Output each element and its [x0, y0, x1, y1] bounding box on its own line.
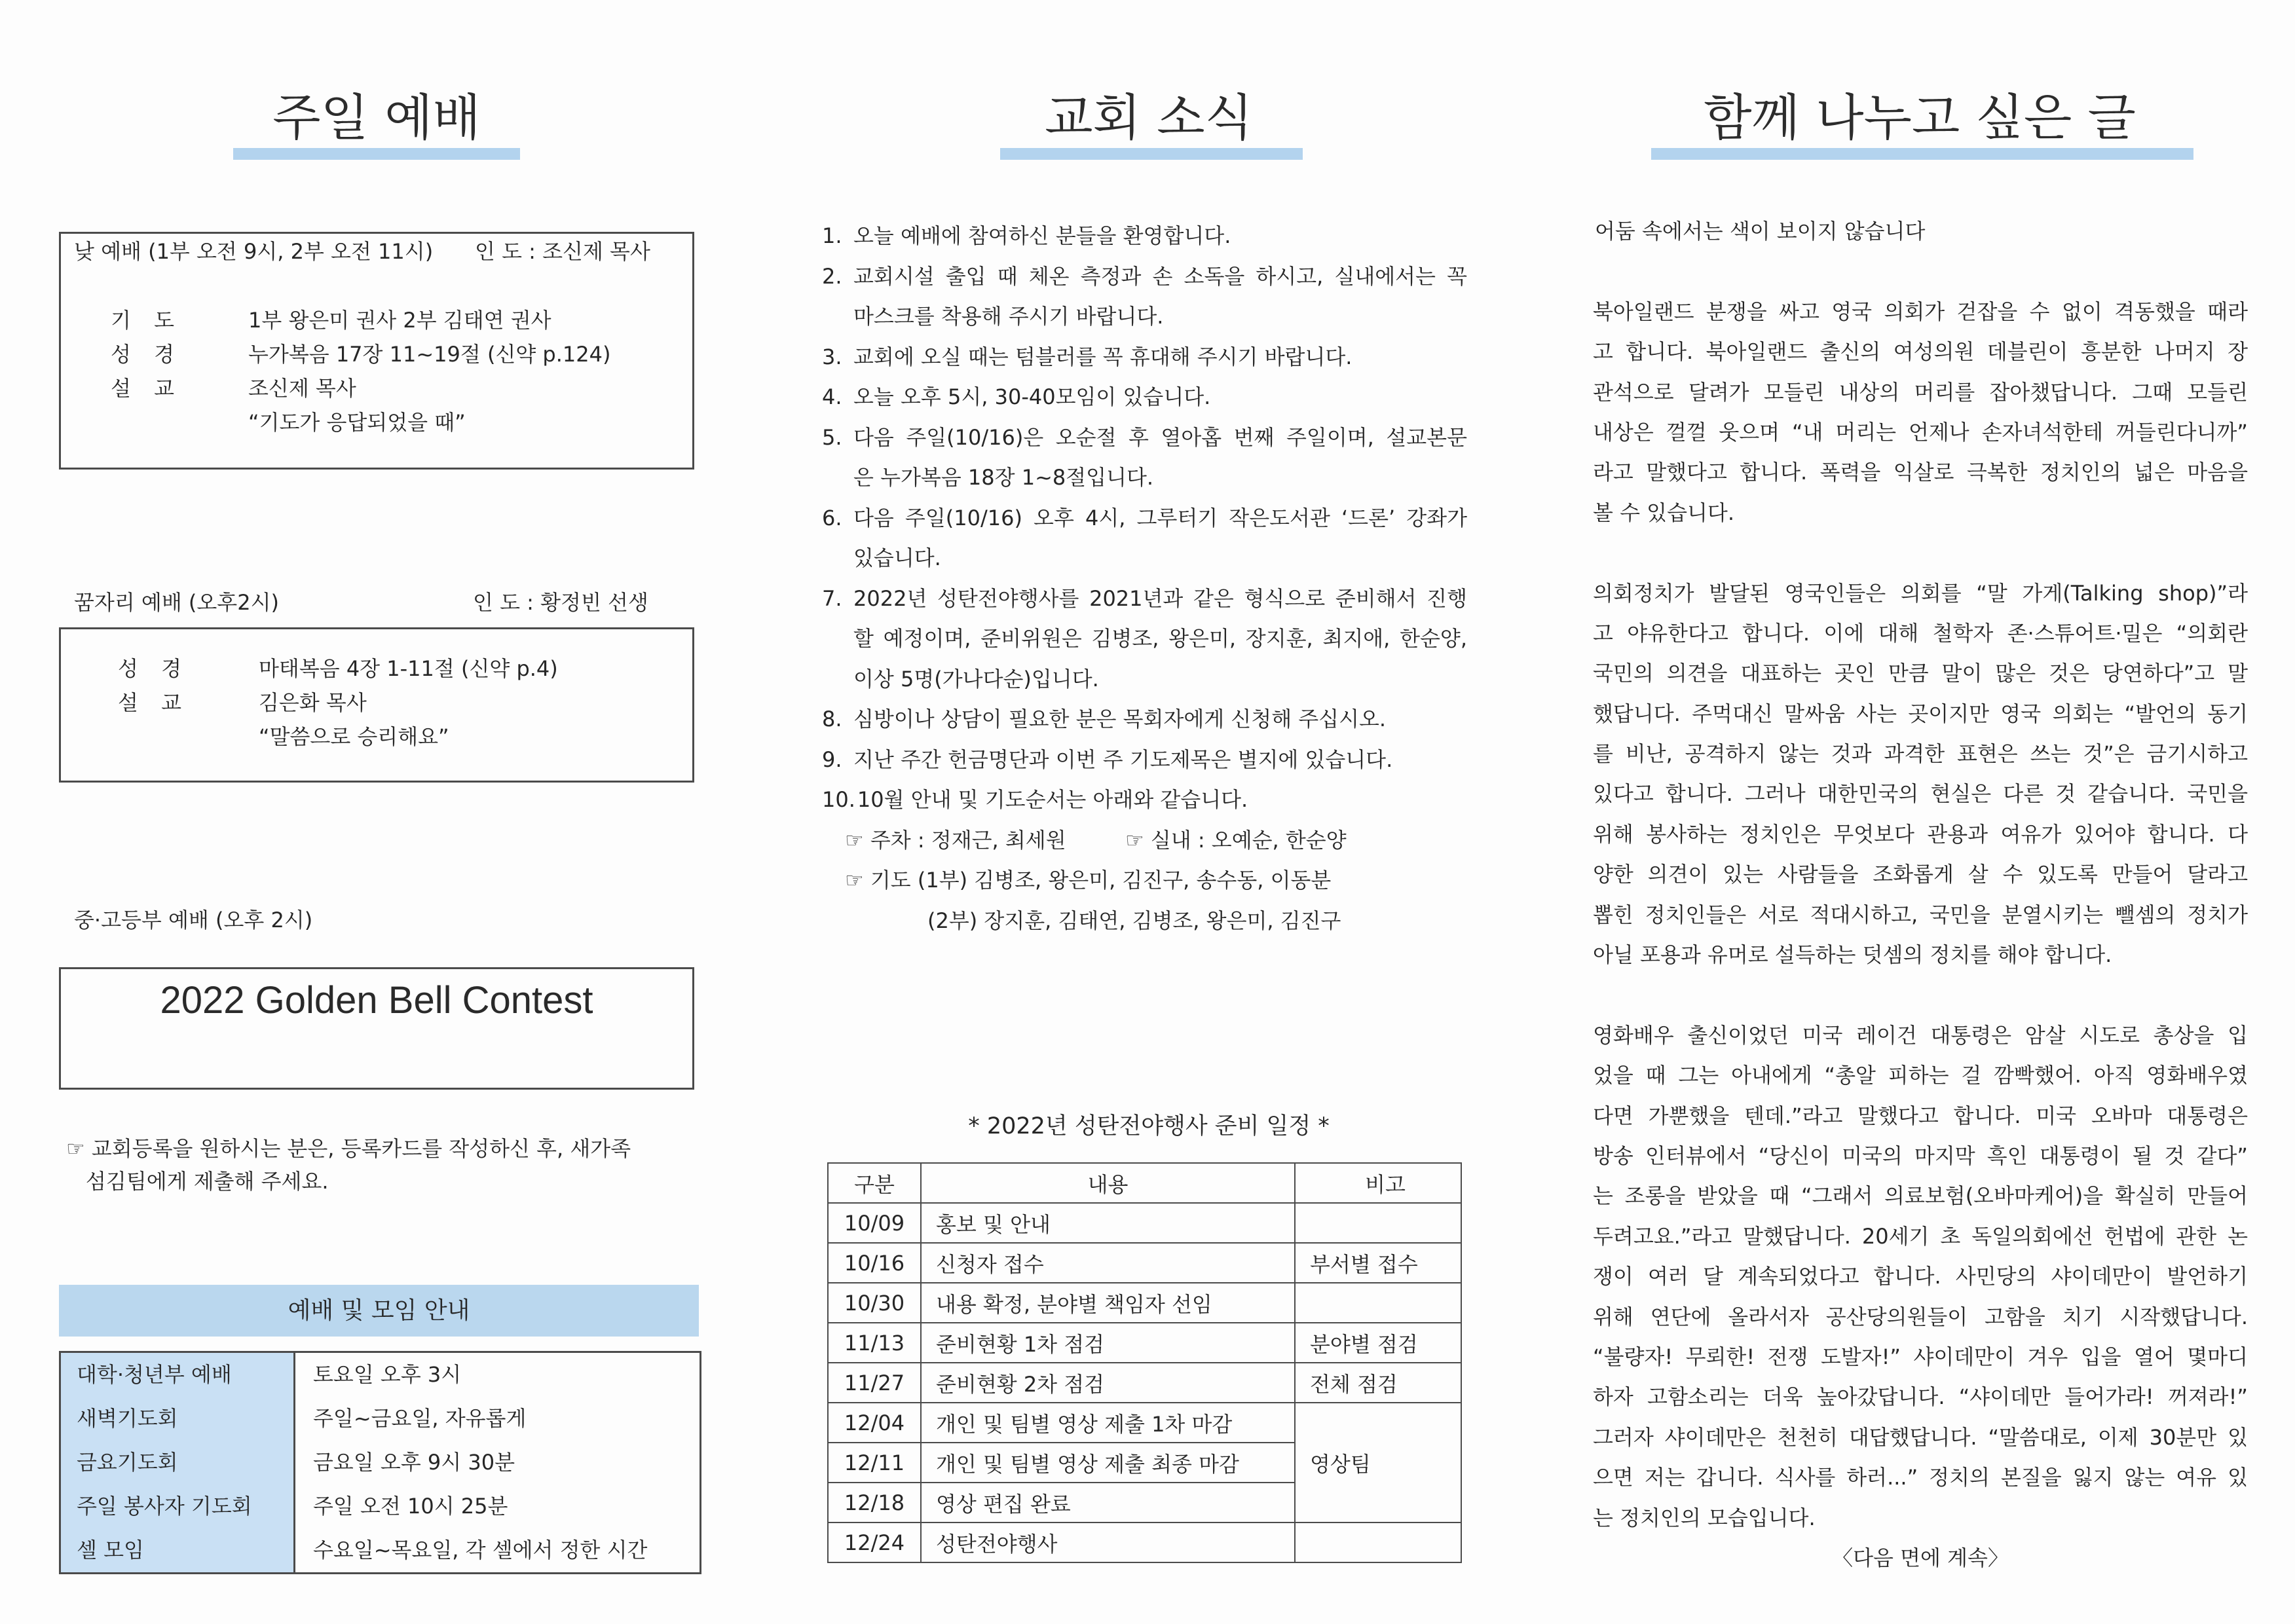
- service-row: [61, 337, 692, 371]
- youth-service-box: [59, 967, 694, 1090]
- news-item-number: 10.: [822, 787, 855, 812]
- service-row-value: 조신제 목사: [248, 376, 356, 401]
- news-item-line: 이상 5명(가나다순)입니다.: [853, 666, 1099, 692]
- service-row: [61, 720, 692, 754]
- news-item-number: 4.: [822, 384, 842, 409]
- sharing-paragraph-line: 있다고 합니다. 그러나 대한민국의 현실은 다른 것 같습니다. 국민을: [1593, 781, 2248, 807]
- sharing-paragraph-line: 고 합니다. 북아일랜드 출신의 여성의원 데블린이 흥분한 나머지 장: [1593, 339, 2248, 365]
- service-row-label: 기 도: [111, 308, 174, 333]
- service-row: [61, 405, 692, 439]
- schedule-note: [1295, 1522, 1461, 1562]
- schedule-date: 10/16: [828, 1243, 921, 1283]
- event-schedule-table: [827, 1162, 1462, 1563]
- sharing-paragraph: [1593, 1016, 2248, 1538]
- dream-service-details: [61, 652, 692, 754]
- news-item-line: 교회시설 출입 때 체온 측정과 손 소독을 하시고, 실내에서는 꼭: [853, 263, 1467, 289]
- sharing-paragraph-line: “불량자! 무뢰한! 전쟁 도발자!” 샤이데만이 겨우 입을 열어 몇마디: [1593, 1344, 2248, 1369]
- sharing-subtitle: 어둠 속에서는 색이 보이지 않습니다: [1595, 219, 1926, 244]
- news-item-text: [853, 377, 1467, 418]
- sharing-paragraph-line: 의회정치가 발달된 영국인들은 의회를 “말 가게(Talking shop)”라: [1593, 580, 2248, 606]
- schedule-note: 전체 점검: [1295, 1363, 1461, 1403]
- news-item-number: 2.: [822, 263, 842, 289]
- schedule-row: [828, 1403, 1461, 1443]
- service-row-label: 성 경: [118, 656, 181, 681]
- sharing-paragraph-line: 볼 수 있습니다.: [1593, 500, 1734, 525]
- schedule-content: 홍보 및 안내: [921, 1203, 1295, 1243]
- meeting-name: 새벽기도회: [61, 1397, 295, 1441]
- sharing-paragraph-line: 는 정치인의 모습입니다.: [1593, 1505, 1816, 1530]
- news-item-line: 다음 주일(10/16) 오후 4시, 그루터기 작은도서관 ‘드론’ 강좌가: [853, 505, 1467, 530]
- news-item-number: 8.: [822, 707, 842, 731]
- news-list: [822, 216, 1467, 821]
- service-row: [61, 371, 692, 405]
- meeting-time: 토요일 오후 3시: [313, 1362, 462, 1387]
- news-item-line: 교회에 오실 때는 텀블러를 꼭 휴대해 주시기 바랍니다.: [853, 344, 1353, 369]
- sharing-paragraph-line: 영화배우 출신이었던 미국 레이건 대통령은 암살 시도로 총상을 입: [1593, 1022, 2248, 1048]
- news-item: [822, 337, 1467, 378]
- news-item-text: [853, 498, 1467, 579]
- news-item-line: 할 예정이며, 준비위원은 김병조, 왕은미, 장지훈, 최지애, 한순양,: [853, 626, 1467, 651]
- news-item-number: 7.: [822, 585, 842, 611]
- schedule-content: 영상 편집 완료: [921, 1483, 1295, 1522]
- schedule-content: 내용 확정, 분야별 책임자 선임: [921, 1283, 1295, 1323]
- schedule-note: 분야별 점검: [1295, 1323, 1461, 1363]
- sharing-paragraph: [1593, 292, 2248, 533]
- meeting-time: 주일 오전 10시 25분: [313, 1494, 508, 1519]
- news-item-line: 마스크를 착용해 주시기 바랍니다.: [853, 304, 1164, 329]
- news-item-line: 오늘 오후 5시, 30-40모임이 있습니다.: [853, 384, 1211, 409]
- dream-service-header: 꿈자리 예배 (오후2시): [74, 590, 279, 615]
- service-row: [61, 652, 692, 686]
- meeting-row: [61, 1528, 700, 1572]
- sharing-paragraph: [1593, 574, 2248, 976]
- service-row-value: 1부 왕은미 권사 2부 김태연 권사: [248, 308, 551, 333]
- dream-service-leader: 인 도 : 황정빈 선생: [473, 590, 648, 615]
- news-item-text: [853, 257, 1467, 337]
- indoor-assignment: ☞ 실내 : 오예순, 한순양: [1125, 827, 1347, 853]
- meetings-title-bar: 예배 및 모임 안내: [59, 1285, 699, 1337]
- news-item-number: 6.: [822, 505, 842, 530]
- news-item: [822, 498, 1467, 579]
- meeting-name: 대학·청년부 예배: [61, 1353, 295, 1397]
- sharing-paragraph-line: 뽑힌 정치인들은 서로 적대시하고, 국민을 분열시키는 뺄셈의 정치가: [1593, 902, 2248, 927]
- schedule-content: 개인 및 팀별 영상 제출 최종 마감: [921, 1443, 1295, 1483]
- schedule-note: 영상팀: [1295, 1403, 1461, 1522]
- news-item: [822, 418, 1467, 498]
- event-schedule-body: [828, 1203, 1461, 1562]
- worship-title: 주일 예배: [272, 88, 481, 147]
- sharing-paragraph-line: 양한 의견이 있는 사람들을 조화롭게 살 수 있도록 만들어 달라고: [1593, 862, 2248, 887]
- sharing-paragraph-line: 방송 인터뷰에서 “당신이 미국의 마지막 흑인 대통령이 될 것 같다”: [1593, 1143, 2248, 1168]
- prayer-assignment-first: ☞ 기도 (1부) 김병조, 왕은미, 김진구, 송수동, 이동분: [845, 868, 1332, 893]
- sharing-paragraph-line: 하자 고함소리는 더욱 높아갔답니다. “샤이데만 들어가라! 꺼져라!”: [1593, 1384, 2248, 1410]
- service-row: [61, 686, 692, 720]
- schedule-date: 10/09: [828, 1203, 921, 1243]
- service-row-value: 마태복음 4장 1-11절 (신약 p.4): [259, 656, 558, 681]
- news-item-text: [853, 418, 1467, 498]
- service-row-label: 성 경: [111, 342, 174, 367]
- meetings-table: [59, 1351, 701, 1574]
- sharing-paragraph-line: 위해 연단에 올라서자 공산당의원들이 고함을 치기 시작했답니다.: [1593, 1304, 2248, 1329]
- news-item-number: 5.: [822, 424, 842, 450]
- meeting-name: 주일 봉사자 기도회: [61, 1485, 295, 1528]
- schedule-note: [1295, 1283, 1461, 1323]
- schedule-date: 10/30: [828, 1283, 921, 1323]
- schedule-date: 12/18: [828, 1483, 921, 1522]
- october-assignments: [822, 821, 1467, 942]
- news-item-line: 심방이나 상담이 필요한 분은 목회자에게 신청해 주십시오.: [853, 707, 1387, 731]
- schedule-content: 성탄전야행사: [921, 1522, 1295, 1562]
- main-service-details: [61, 303, 692, 439]
- schedule-note: 부서별 접수: [1295, 1243, 1461, 1283]
- news-item-line: 은 누가복음 18장 1~8절입니다.: [853, 465, 1154, 490]
- meeting-row: [61, 1441, 700, 1485]
- service-row-value: “기도가 응답되었을 때”: [248, 410, 466, 435]
- schedule-date: 11/13: [828, 1323, 921, 1363]
- service-row-value: “말씀으로 승리해요”: [259, 724, 449, 749]
- sharing-paragraph-line: 했답니다. 주먹대신 말싸움 사는 곳이지만 영국 의회는 “발언의 동기: [1593, 701, 2248, 726]
- sharing-paragraph-line: 위해 봉사하는 정치인은 무엇보다 관용과 여유가 있어야 합니다. 다: [1593, 821, 2248, 847]
- sharing-paragraphs: [1593, 292, 2248, 1538]
- schedule-date: 12/24: [828, 1522, 921, 1562]
- meeting-row: [61, 1485, 700, 1528]
- sharing-paragraph-line: 아닐 포용과 유머로 설득하는 덧셈의 정치를 해야 합니다.: [1593, 942, 2112, 968]
- schedule-date: 12/11: [828, 1443, 921, 1483]
- sharing-paragraph-line: 다면 가뿐했을 텐데.”라고 말했다고 합니다. 미국 오바마 대통령은: [1593, 1103, 2248, 1128]
- schedule-row: [828, 1283, 1461, 1323]
- service-row-label: 설 교: [111, 376, 174, 401]
- golden-bell-banner: 2022 Golden Bell Contest: [160, 979, 593, 1022]
- news-item-text: [853, 699, 1467, 740]
- sharing-paragraph-line: 를 비난, 공격하지 않는 것과 과격한 표현은 쓰는 것”은 금기시하고: [1593, 741, 2248, 767]
- news-item-line: 10월 안내 및 기도순서는 아래와 같습니다.: [857, 787, 1248, 812]
- main-service-box: [59, 232, 694, 470]
- sharing-paragraph-line: 으면 저는 갑니다. 식사를 하러...” 정치의 본질을 잃지 않는 여유 있: [1593, 1465, 2248, 1490]
- news-item-text: [853, 579, 1467, 700]
- sharing-article: [1593, 212, 2248, 1578]
- sharing-paragraph-line: 관석으로 달려가 모들린 내상의 머리를 잡아챘답니다. 그때 모들린: [1593, 379, 2248, 405]
- dream-service-box: [59, 627, 694, 783]
- meeting-time: 주일~금요일, 자유롭게: [313, 1406, 527, 1431]
- service-row: [61, 303, 692, 337]
- news-title: 교회 소식: [1045, 88, 1253, 147]
- sharing-title: 함께 나누고 싶은 글: [1704, 88, 2136, 147]
- news-item-number: 1.: [822, 223, 842, 248]
- schedule-content: 신청자 접수: [921, 1243, 1295, 1283]
- news-item: [822, 699, 1467, 740]
- sharing-paragraph-line: 그러자 샤이데만은 천천히 대답했답니다. “말씀대로, 이제 30분만 있: [1593, 1424, 2248, 1450]
- assignment-line: [822, 901, 1467, 942]
- event-schedule-title: * 2022년 성탄전야행사 준비 일정 *: [968, 1113, 1330, 1139]
- sharing-paragraph-line: 쟁이 여러 달 계속되었다고 합니다. 사민당의 샤이데만이 발언하기: [1593, 1264, 2248, 1289]
- meeting-time: 금요일 오후 9시 30분: [313, 1450, 515, 1475]
- news-item-text: [853, 216, 1467, 257]
- news-item: [822, 740, 1467, 781]
- header-date: 구분: [828, 1163, 921, 1203]
- registration-note-line: 섬김팀에게 제출해 주세요.: [86, 1169, 329, 1194]
- schedule-date: 11/27: [828, 1363, 921, 1403]
- assignment-line: [822, 821, 1467, 861]
- news-item: [822, 216, 1467, 257]
- main-service-header: 낮 예배 (1부 오전 9시, 2부 오전 11시): [74, 239, 434, 264]
- sharing-paragraph-line: 두려고요.”라고 말했답니다. 20세기 초 독일의회에선 헌법에 관한 논: [1593, 1223, 2248, 1249]
- sharing-paragraph-line: 라고 말했다고 합니다. 폭력을 익살로 극복한 정치인의 넓은 마음을: [1593, 460, 2248, 485]
- schedule-content: 준비현황 1차 점검: [921, 1323, 1295, 1363]
- sharing-paragraph-line: 북아일랜드 분쟁을 싸고 영국 의회가 걷잡을 수 없이 격동했을 때라: [1593, 299, 2248, 324]
- sharing-paragraph-line: 내상은 껄껄 웃으며 “내 머리는 언제나 손자녀석한테 꺼들린다니까”: [1593, 419, 2248, 445]
- schedule-row: [828, 1203, 1461, 1243]
- news-item-line: 지난 주간 헌금명단과 이번 주 기도제목은 별지에 있습니다.: [853, 747, 1393, 772]
- service-row-label: 설 교: [118, 690, 181, 715]
- news-item-line: 있습니다.: [853, 545, 941, 570]
- main-service-leader: 인 도 : 조신제 목사: [475, 239, 650, 264]
- continued-note: 〈다음 면에 계속〉: [1832, 1545, 2009, 1570]
- sharing-paragraph-line: 었을 때 그는 아내에게 “총알 피하는 걸 깜빡했어. 아직 영화배우였: [1593, 1063, 2248, 1088]
- schedule-row: [828, 1323, 1461, 1363]
- meeting-name: 셀 모임: [61, 1528, 295, 1572]
- meeting-time: 수요일~목요일, 각 셀에서 정한 시간: [313, 1538, 648, 1562]
- meeting-row: [61, 1397, 700, 1441]
- registration-note: [66, 1132, 631, 1198]
- news-item: [822, 257, 1467, 337]
- header-note: 비고: [1295, 1163, 1461, 1203]
- news-item-line: 2022년 성탄전야행사를 2021년과 같은 형식으로 준비해서 진행: [853, 585, 1467, 611]
- schedule-date: 12/04: [828, 1403, 921, 1443]
- news-item-number: 3.: [822, 344, 842, 369]
- prayer-assignment-second: (2부) 장지훈, 김태연, 김병조, 왕은미, 김진구: [927, 908, 1341, 933]
- meeting-row: [61, 1353, 700, 1397]
- service-row-value: 김은화 목사: [259, 690, 367, 715]
- sharing-paragraph-line: 는 조롱을 받았을 때 “그래서 의료보험(오바마케어)을 확실히 만들어: [1593, 1183, 2248, 1209]
- meeting-name: 금요기도회: [61, 1441, 295, 1485]
- event-schedule-header-row: [828, 1163, 1461, 1203]
- header-content: 내용: [921, 1163, 1295, 1203]
- registration-note-line: ☞ 교회등록을 원하시는 분은, 등록카드를 작성하신 후, 새가족: [66, 1136, 631, 1161]
- schedule-row: [828, 1522, 1461, 1562]
- news-item-text: [853, 337, 1467, 378]
- news-item-line: 다음 주일(10/16)은 오순절 후 열아홉 번째 주일이며, 설교본문: [853, 424, 1467, 450]
- sharing-paragraph-line: 고 야유한다고 합니다. 이에 대해 철학자 존·스튜어트·밀은 “의회란: [1593, 620, 2248, 646]
- news-item-line: 오늘 예배에 참여하신 분들을 환영합니다.: [853, 223, 1231, 248]
- schedule-row: [828, 1243, 1461, 1283]
- news-item: [822, 377, 1467, 418]
- youth-service-header: 중·고등부 예배 (오후 2시): [74, 908, 313, 932]
- assignment-line: [822, 860, 1467, 901]
- news-item-text: [857, 780, 1467, 821]
- sharing-paragraph-line: 국민의 의견을 대표하는 곳인 만큼 말이 많은 것은 당연하다”고 말: [1593, 661, 2248, 686]
- news-item: [822, 780, 1467, 821]
- service-row-value: 누가복음 17장 11~19절 (신약 p.124): [248, 342, 611, 367]
- schedule-content: 준비현황 2차 점검: [921, 1363, 1295, 1403]
- schedule-note: [1295, 1203, 1461, 1243]
- news-item: [822, 579, 1467, 700]
- news-item-text: [853, 740, 1467, 781]
- schedule-content: 개인 및 팀별 영상 제출 1차 마감: [921, 1403, 1295, 1443]
- news-item-number: 9.: [822, 747, 842, 772]
- parking-assignment: ☞ 주차 : 정재근, 최세원: [845, 827, 1066, 853]
- schedule-row: [828, 1363, 1461, 1403]
